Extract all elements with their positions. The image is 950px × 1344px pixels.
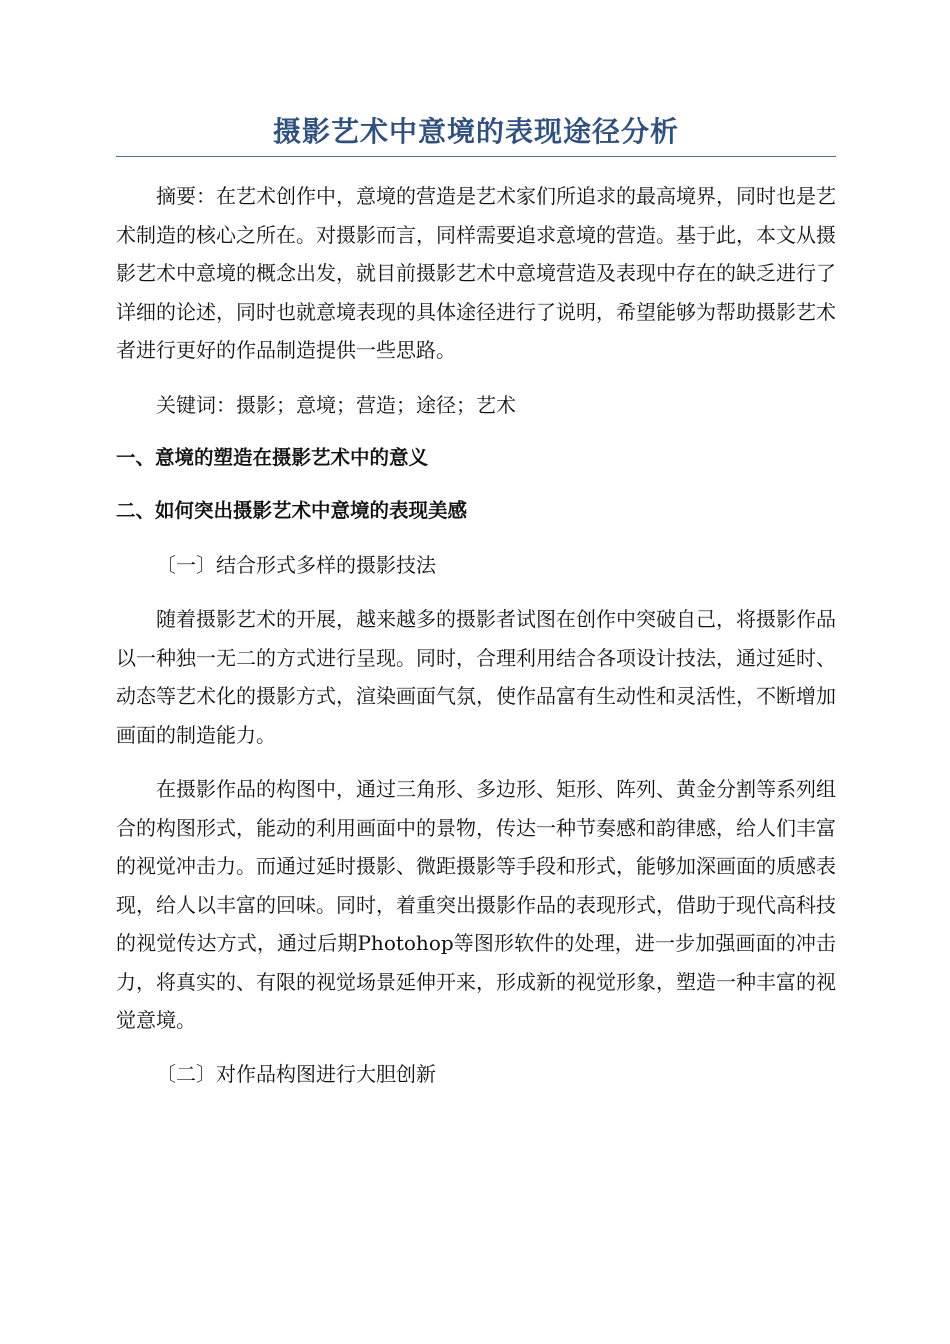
section-heading-1: 一、意境的塑造在摄影艺术中的意义 — [116, 446, 429, 469]
subsection-heading-1: 〔一〕结合形式多样的摄影技法 — [156, 553, 436, 577]
body-paragraph-1: 随着摄影艺术的开展，越来越多的摄影者试图在创作中突破自己，将摄影作品以一种独一无二的方式进行呈现。同时，合理利用结合各项设计技法，通过延时、动态等艺术化的摄影方式，渲染画面气氛，使作品富有生动性和灵活性，不断增加画面的制造能力。 — [116, 607, 836, 747]
document-title: 摄影艺术中意境的表现途径分析 — [116, 110, 836, 157]
section-heading-2: 二、如何突出摄影艺术中意境的表现美感 — [116, 499, 468, 522]
document-page — [116, 110, 836, 1093]
abstract-paragraph: 摘要：在艺术创作中，意境的营造是艺术家们所追求的最高境界，同时也是艺术制造的核心之所在。对摄影而言，同样需要追求意境的营造。基于此，本文从摄影艺术中意境的概念出发，就目前摄影艺术中意境营造及表现中存在的缺乏进行了详细的论述，同时也就意境表现的具体途径进行了说明，希望能够为帮助摄影艺术者进行更好的作品制造提供一些思路。 — [116, 184, 836, 362]
body-paragraph-2: 在摄影作品的构图中，通过三角形、多边形、矩形、阵列、黄金分割等系列组合的构图形式，能动的利用画面中的景物，传达一种节奏感和韵律感，给人们丰富的视觉冲击力。而通过延时摄影、微距摄影等手段和形式，能够加深画面的质感表现，给人以丰富的回味。同时，着重突出摄影作品的表现形式，借助于现代高科技的视觉传达方式，通过后期Photohop等图形软件的处理，进一步加强画面的冲击力，将真实的、有限的视觉场景延伸开来，形成新的视觉形象，塑造一种丰富的视觉意境。 — [116, 777, 836, 1032]
subsection-heading-2: 〔二〕对作品构图进行大胆创新 — [156, 1061, 436, 1086]
keywords-line: 关键词：摄影；意境；营造；途径；艺术 — [156, 392, 516, 417]
